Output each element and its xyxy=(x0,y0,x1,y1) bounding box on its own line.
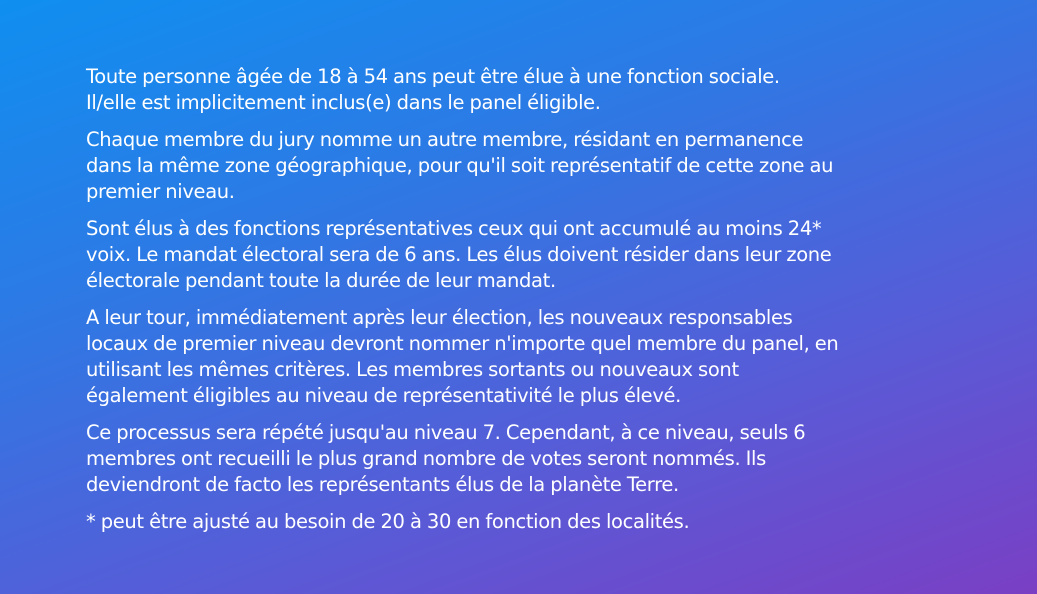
paragraph-next-level xyxy=(86,305,966,409)
text-line: Sont élus à des fonctions représentatives ceux qui ont accumulé au moins 24* xyxy=(86,217,822,240)
text-line: également éligibles au niveau de représentativité le plus élevé. xyxy=(86,384,682,407)
text-line: Ce processus sera répété jusqu'au niveau 7. Cependant, à ce niveau, seuls 6 xyxy=(86,421,806,444)
text-line: premier niveau. xyxy=(86,180,235,203)
paragraph-election xyxy=(86,216,966,294)
text-line: membres ont recueilli le plus grand nombre de votes seront nommés. Ils xyxy=(86,447,766,470)
paragraph-eligibility xyxy=(86,64,966,116)
text-line: Toute personne âgée de 18 à 54 ans peut être élue à une fonction sociale. xyxy=(86,65,780,88)
paragraph-footnote xyxy=(86,509,966,535)
text-line: deviendront de facto les représentants élus de la planète Terre. xyxy=(86,473,679,496)
text-line: Chaque membre du jury nomme un autre membre, résidant en permanence xyxy=(86,128,804,151)
text-line: Il/elle est implicitement inclus(e) dans le panel éligible. xyxy=(86,91,601,114)
text-line: A leur tour, immédiatement après leur élection, les nouveaux responsables xyxy=(86,306,793,329)
text-line: * peut être ajusté au besoin de 20 à 30 en fonction des localités. xyxy=(86,510,690,533)
text-line: dans la même zone géographique, pour qu'il soit représentatif de cette zone au xyxy=(86,154,834,177)
text-line: utilisant les mêmes critères. Les membres sortants ou nouveaux sont xyxy=(86,358,739,381)
text-content xyxy=(86,64,966,546)
text-line: locaux de premier niveau devront nommer n'importe quel membre du panel, en xyxy=(86,332,839,355)
paragraph-final-level xyxy=(86,420,966,498)
text-line: voix. Le mandat électoral sera de 6 ans. Les élus doivent résider dans leur zone xyxy=(86,243,832,266)
text-line: électorale pendant toute la durée de leur mandat. xyxy=(86,269,556,292)
paragraph-nomination xyxy=(86,127,966,205)
